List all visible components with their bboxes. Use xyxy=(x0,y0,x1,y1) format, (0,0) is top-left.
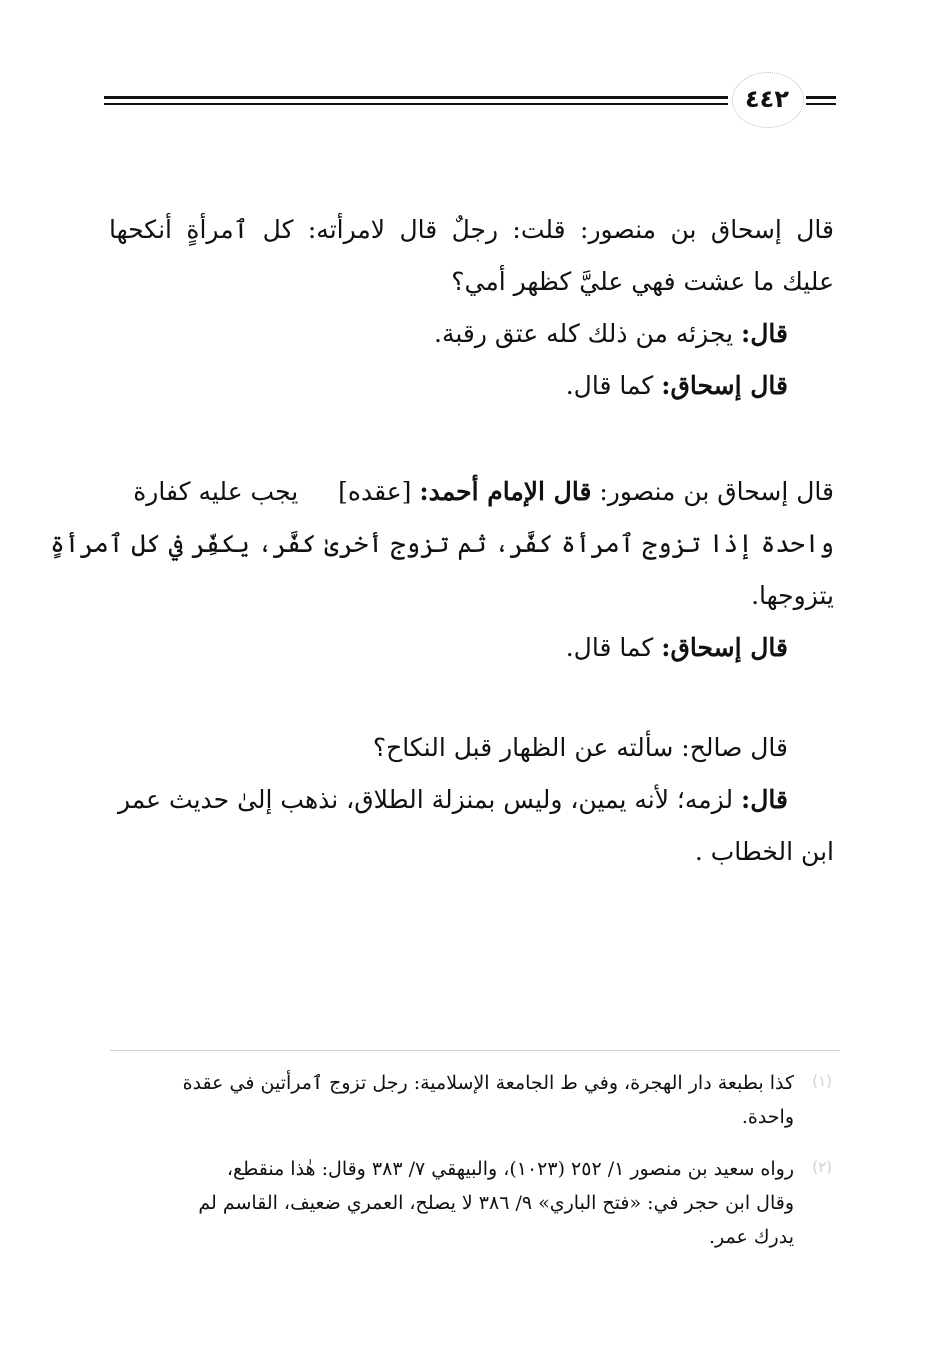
footnote-separator xyxy=(110,1050,840,1051)
paragraph-line xyxy=(109,774,834,826)
footnote-marker: (٢) xyxy=(812,1158,832,1176)
page-number: ٤٤٢ xyxy=(745,85,789,113)
paragraph-line: قال إسحاق بن منصور: قلت: رجلٌ قال لامرأته: كل ٱمرأةٍ أنكحها xyxy=(109,215,834,244)
page-number-badge xyxy=(728,70,806,128)
answer-text: يجزئه من ذلك كله عتق رقبة. xyxy=(434,319,734,348)
answer-text: كما قال. xyxy=(565,371,654,400)
paragraph-line: يتزوجها. xyxy=(751,581,834,610)
footnote-2 xyxy=(104,1152,794,1254)
answer-text: كما قال. xyxy=(565,633,654,662)
answer-text: لزمه؛ لأنه يمين، وليس بمنزلة الطلاق، نذهب إلىٰ حديث عمر xyxy=(117,785,734,814)
speaker-label: قال: xyxy=(741,785,788,814)
header-rule-top xyxy=(104,96,836,99)
faint-section-title xyxy=(110,428,315,446)
bracket-text: [عقده] xyxy=(338,477,412,506)
paragraph-line: عليك ما عشت فهي عليَّ كظهر أمي؟ xyxy=(451,267,834,296)
narrator-text: قال إسحاق بن منصور: xyxy=(599,477,834,506)
faint-section-title xyxy=(372,160,602,180)
section-3 xyxy=(109,722,834,878)
speaker-label: قال الإمام أحمد: xyxy=(419,477,592,506)
header-rule-bottom xyxy=(104,103,836,105)
speaker-label: قال إسحاق: xyxy=(661,633,788,662)
section-2 xyxy=(50,466,834,674)
paragraph-line xyxy=(109,466,834,518)
paragraph-line xyxy=(109,622,834,674)
paragraph-line: قال صالح: سألته عن الظهار قبل النكاح؟ xyxy=(372,733,788,762)
speaker-label: قال: xyxy=(741,319,788,348)
speaker-label: قال إسحاق: xyxy=(661,371,788,400)
faint-bleed-through xyxy=(110,898,832,916)
footnote-marker: (١) xyxy=(812,1072,832,1090)
footnote-1 xyxy=(104,1066,794,1134)
section-1 xyxy=(109,204,834,412)
paragraph-line xyxy=(109,308,834,360)
faint-bleed-through xyxy=(540,958,832,976)
paragraph-line xyxy=(109,360,834,412)
answer-text: يجب عليه كفارة xyxy=(133,477,299,506)
footnote-line: رواه سعيد بن منصور ١/ ٢٥٢ (١٠٢٣)، والبيهقي ٧/ ٣٨٣ وقال: هٰذا منقطع، xyxy=(226,1158,794,1180)
faint-section-title xyxy=(110,690,315,708)
paragraph-line: واحدة إذا تزوج ٱمرأة كفَّر، ثم تزوج أخرىٰ كفَّر، يكفِّر في كل ٱمرأةٍ xyxy=(50,529,834,558)
paragraph-line: ابن الخطاب . xyxy=(694,837,834,866)
footnote-line: وقال ابن حجر في: «فتح الباري» ٩/ ٣٨٦ لا يصلح، العمري ضعيف، القاسم لم xyxy=(198,1192,794,1214)
footnote-line: يدرك عمر. xyxy=(709,1226,794,1248)
footnote-line: واحدة. xyxy=(741,1106,794,1128)
footnote-line: كذا بطبعة دار الهجرة، وفي ط الجامعة الإسلامية: رجل تزوج ٱمرأتين في عقدة xyxy=(182,1072,794,1094)
